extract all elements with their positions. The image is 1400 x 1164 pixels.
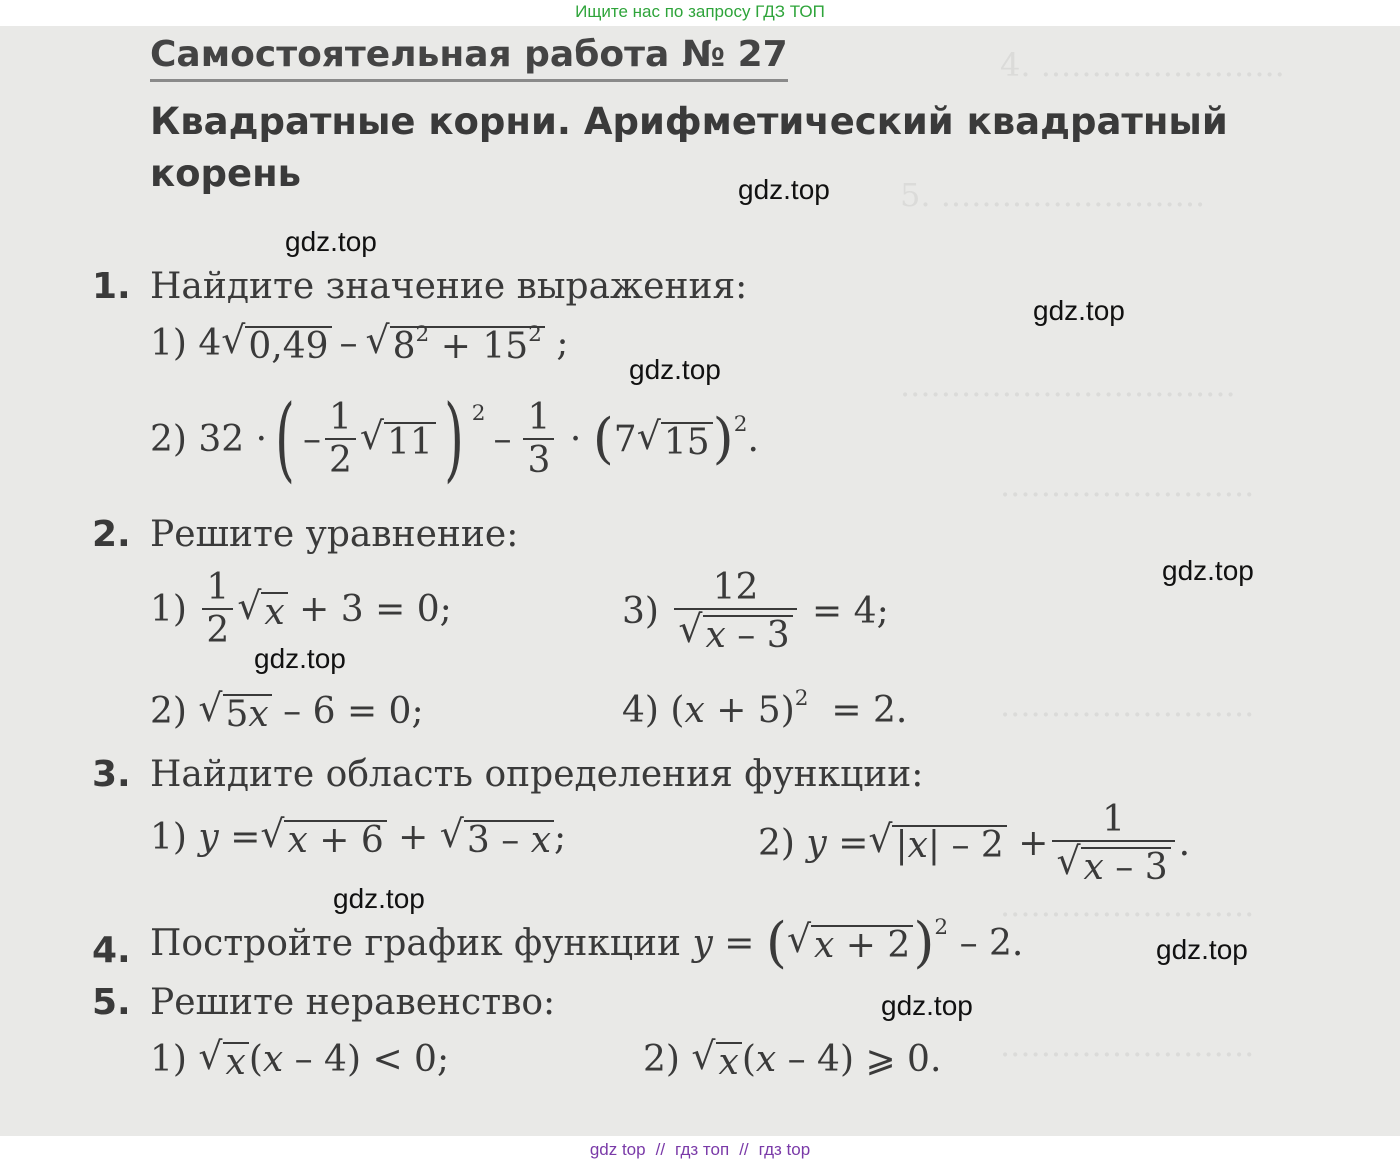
- show-through-decoration: .........................: [1000, 466, 1255, 504]
- task3-item2: 2) y = √ |x| – 2 + 1 √ x – 3 .: [758, 799, 1191, 888]
- watermark: gdz.top: [254, 643, 346, 674]
- task2-item1: 1) $\frac{1}{2}$ √ x + 3 = 0;: [150, 567, 452, 651]
- show-through-decoration: .........................: [1000, 886, 1255, 924]
- task1-item2: 2) 32 · ( – $\frac{1}{2}$ √ 11 ) $^2$ – $\frac{1}{3}$ · ( 7 √ 15 ) $^2$ .: [150, 385, 759, 493]
- task2-item3: 3) 12 √ x – 3 = 4;: [622, 567, 889, 656]
- task3-item1: 1) y = √ x + 6 + √ 3 – x ;: [150, 812, 567, 861]
- footer-link[interactable]: gdz top: [589, 1140, 646, 1159]
- task1-item1: 1) 4 √ 0,49 – √ $8^2 + 15^2$ ;: [150, 318, 569, 367]
- task4-line: Постройте график функции y = ( √ x + 2 ) $^2$ – 2.: [150, 911, 1024, 974]
- task-text: Найдите значение выражения:: [150, 266, 748, 307]
- footer-link[interactable]: гдз top: [758, 1140, 811, 1159]
- watermark: gdz.top: [333, 883, 425, 914]
- top-banner: [0, 0, 1400, 26]
- watermark: gdz.top: [738, 174, 830, 205]
- task5-item1: 1) √ x (x – 4) < 0;: [150, 1034, 450, 1083]
- task-text: Решите уравнение:: [150, 514, 519, 555]
- task-number: 5.: [92, 982, 131, 1023]
- watermark: gdz.top: [881, 990, 973, 1021]
- watermark: gdz.top: [629, 354, 721, 385]
- task-text: Постройте график функции: [150, 922, 681, 964]
- task-text: Найдите область определения функции:: [150, 754, 924, 795]
- show-through-decoration: .................................: [900, 366, 1236, 404]
- show-through-decoration: 5. ..........................: [900, 176, 1206, 214]
- task-number: 4.: [92, 930, 131, 971]
- watermark: gdz.top: [1156, 934, 1248, 965]
- banner-text: Ищите нас по запросу ГДЗ ТОП: [575, 2, 825, 21]
- task-number: 2.: [92, 514, 131, 555]
- show-through-decoration: .........................: [1000, 1026, 1255, 1064]
- task-number: 3.: [92, 754, 131, 795]
- task-number: 1.: [92, 266, 131, 307]
- footer-links: gdz top // гдз топ // гдз top: [0, 1136, 1400, 1164]
- task5-item2: 2) √ x (x – 4) ⩾ 0.: [643, 1034, 942, 1083]
- task2-item2: 2) √ 5x – 6 = 0;: [150, 686, 424, 735]
- task2-item4: 4) $(x + 5)^2 = 2$.: [622, 685, 908, 731]
- watermark: gdz.top: [1162, 555, 1254, 586]
- footer-link[interactable]: гдз топ: [675, 1140, 730, 1159]
- watermark: gdz.top: [1033, 295, 1125, 326]
- worksheet-heading: Самостоятельная работа № 27: [150, 34, 788, 82]
- worksheet-subtitle: Квадратные корни. Арифметический квадратный корень: [150, 100, 1228, 195]
- task-text: Решите неравенство:: [150, 982, 556, 1023]
- watermark: gdz.top: [285, 226, 377, 257]
- show-through-decoration: 4. ........................: [1000, 46, 1285, 84]
- show-through-decoration: .........................: [1000, 686, 1255, 724]
